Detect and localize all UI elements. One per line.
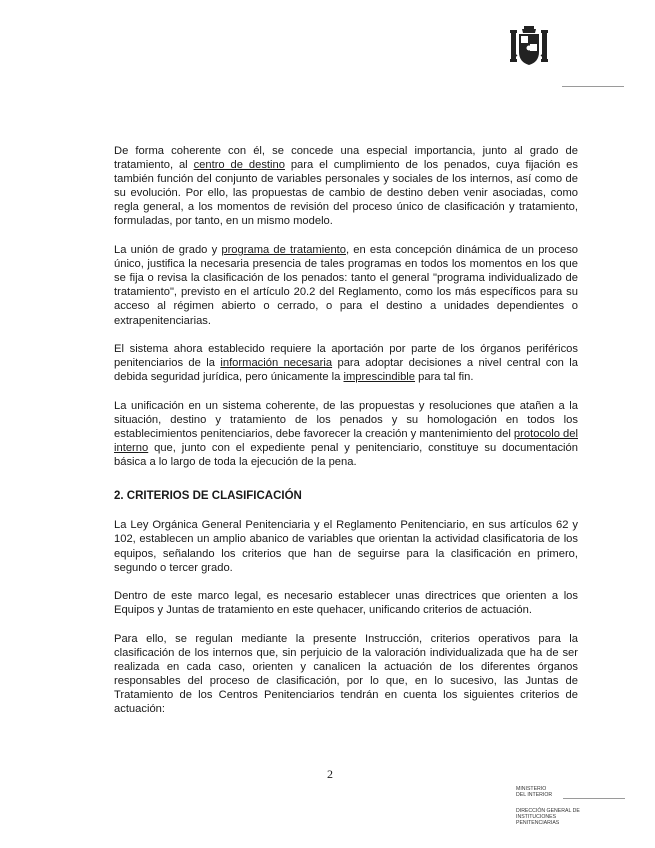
- paragraph: [114, 243, 578, 328]
- page-number: 2: [327, 767, 333, 781]
- text: para adoptar decisiones a nivel central con la debida seguridad jurídica, pero únicamente la: [114, 357, 578, 384]
- footer-line: DEL INTERIOR: [516, 792, 553, 799]
- underlined-term: protocolo del interno: [114, 428, 578, 455]
- footer-line: INSTITUCIONES: [516, 814, 557, 821]
- text: El sistema ahora establecido requiere la aportación por parte de los órganos periféricos penitenciarios de la: [114, 343, 578, 370]
- header-rule: [562, 86, 624, 87]
- text: , en esta concepción dinámica de un proceso único, justifica la necesaria presencia de tales programas en todos los momentos en los que se fija o revisa la clasificación de los penados: tanto el general "programa individualizado de tratamiento", previsto en el artículo 20.2 del Reglamento, como los más específicos para su acceso al régimen abierto o cerrado, o para el destino a unidades dependientes o extrapenitenciarias.: [114, 244, 579, 327]
- footer-department: [516, 808, 626, 827]
- footer-line: MINISTERIO: [516, 786, 547, 792]
- paragraph: Dentro de este marco legal, es necesario establecer unas directrices que orienten a los Equipos y Juntas de tratamiento en este quehacer, unificando criterios de actuación.: [114, 590, 578, 617]
- underlined-term: centro de destino: [193, 159, 285, 172]
- footer-ministry: [516, 786, 626, 798]
- coat-of-arms-icon: [509, 24, 549, 68]
- underlined-term: programa de tratamiento: [221, 244, 347, 257]
- underlined-term: información necesaria: [220, 357, 333, 370]
- paragraph: [114, 144, 578, 229]
- section-heading: 2. CRITERIOS DE CLASIFICACIÓN: [114, 490, 302, 503]
- footer-line: DIRECCIÓN GENERAL DE: [516, 808, 580, 814]
- text: La unión de grado y: [114, 244, 222, 257]
- footer-line: PENITENCIARIAS: [516, 820, 560, 827]
- text: que, junto con el expediente penal y penitenciario, constituye su documentación básica a lo largo de toda la ejecución de la pena.: [114, 442, 578, 469]
- document-body: [114, 144, 578, 731]
- paragraph: Para ello, se regulan mediante la presente Instrucción, criterios operativos para la clasificación de los internos que, sin perjuicio de la valoración individualizada que ha de ser realizada en cada caso, orienten y canalicen la actuación de los diferentes órganos responsables del proceso de clasificación, por lo que, en lo sucesivo, las Juntas de Tratamiento de los Centros Penitenciarios tendrán en cuenta los siguientes criterios de actuación:: [114, 632, 578, 716]
- underlined-term: imprescindible: [343, 371, 416, 384]
- text: La unificación en un sistema coherente, de las propuestas y resoluciones que atañen a la situación, destino y tratamiento de los penados y su homologación en todos los establecimientos penitenciarios, debe favorecer la creación y mantenimiento del: [114, 399, 578, 441]
- text: para tal fin.: [415, 371, 474, 384]
- paragraph: La Ley Orgánica General Penitenciaria y el Reglamento Penitenciario, en sus artículos 62 y 102, establecen un amplio abanico de variables que orientan la actividad clasificatoria de los equipos, señalando los criterios que han de seguirse para la clasificación en primero, segundo o tercer grado.: [114, 519, 578, 574]
- paragraph: [114, 399, 578, 469]
- text: De forma coherente con él, se concede una especial importancia, junto al grado de tratamiento, al: [114, 145, 578, 172]
- text: para el cumplimiento de los penados, cuya fijación es también función del conjunto de variables personales y sociales de los internos, así como de su evolución. Por ello, las propuestas de cambio de destino deben venir asociadas, como regla general, a los momentos de revisión del proceso único de clasificación y tratamiento, formuladas, por tanto, en un mismo modelo.: [114, 159, 578, 228]
- footer-rule: [563, 798, 625, 799]
- paragraph: [114, 342, 578, 384]
